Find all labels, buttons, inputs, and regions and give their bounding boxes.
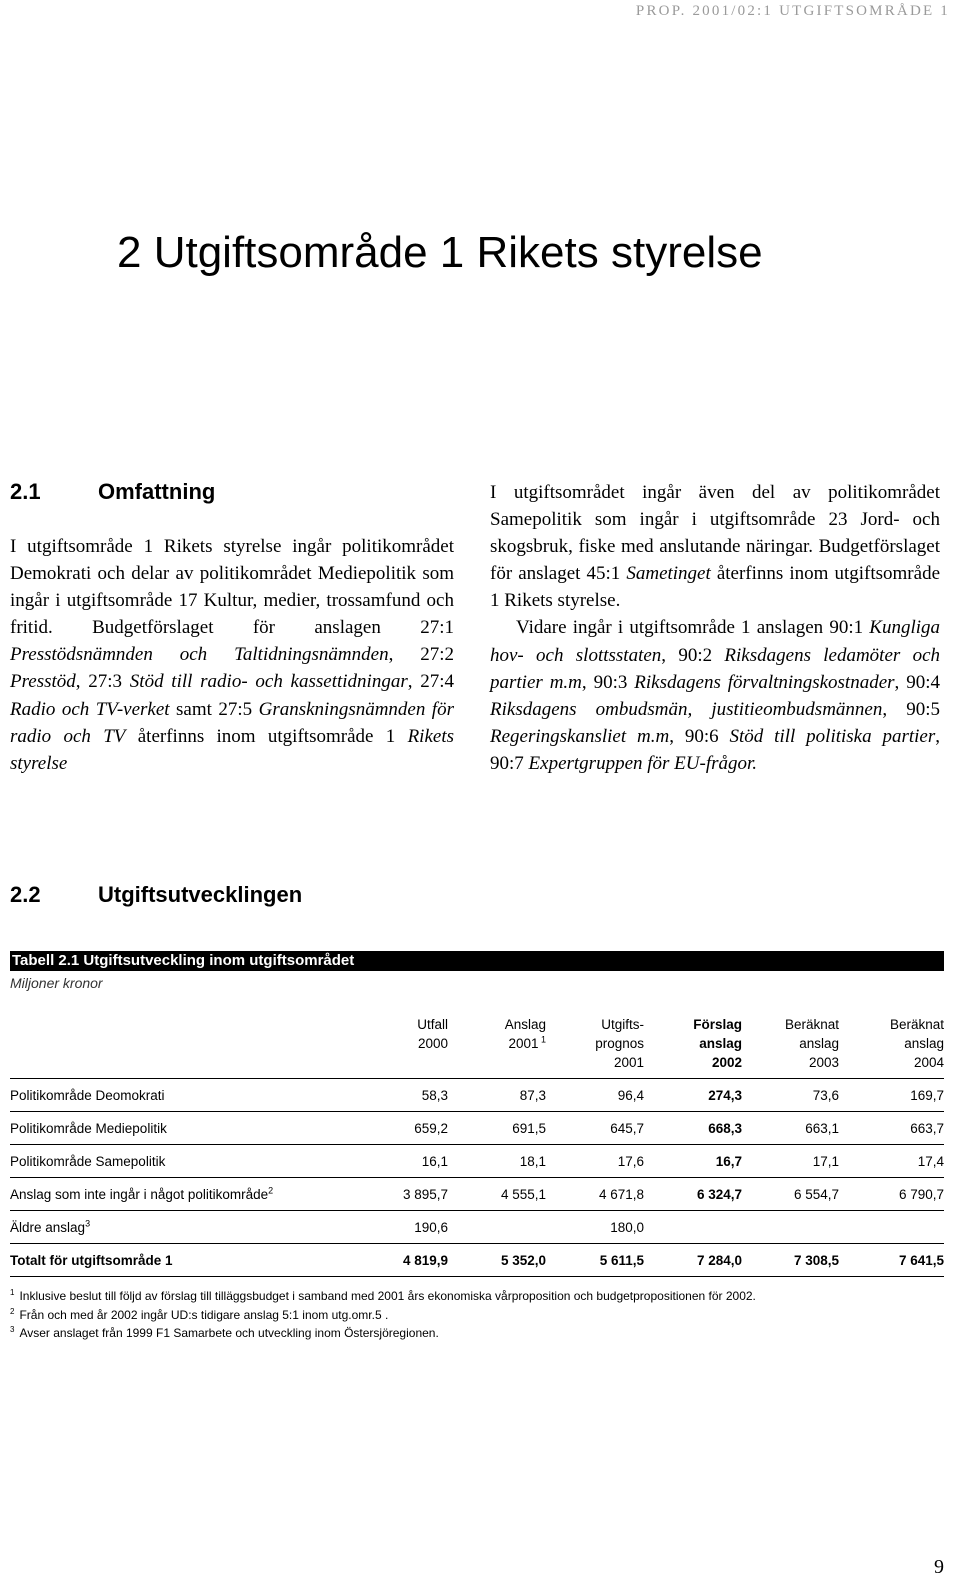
table-cell: 73,6: [812, 1087, 839, 1103]
section-heading-utgiftsutvecklingen: [10, 882, 302, 908]
italic-text-run: Sametinget: [626, 563, 711, 585]
table-cell: 668,3: [708, 1120, 742, 1136]
italic-text-run: Riksdagens förvaltningskostnader: [634, 671, 895, 693]
italic-text-run: Presstöd: [10, 671, 76, 693]
text-run: , 90:7: [490, 725, 941, 774]
table-cell: 4 671,8: [598, 1186, 644, 1202]
expenditure-table-block: [10, 951, 944, 1343]
table-cell: 17,1: [812, 1153, 839, 1169]
italic-text-run: Radio och TV-verket: [10, 698, 170, 720]
table-header-line: Utfall: [417, 1017, 448, 1032]
running-header: PROP. 2001/02:1 UTGIFTSOMRÅDE 1: [635, 3, 950, 19]
table-header-line: 2001 $^1$: [508, 1034, 546, 1051]
section-title: Omfattning: [98, 479, 216, 504]
italic-text-run: Regeringskansliet m.m: [490, 725, 670, 747]
body-paragraph-right-1: [490, 479, 940, 614]
expenditure-table: [10, 1015, 944, 1277]
footnote-mark: 1: [10, 1288, 15, 1297]
footnote-mark: 2: [268, 1185, 274, 1195]
text-run: återfinns inom utgiftsområde 1: [125, 725, 408, 747]
text-run: , 90:5: [882, 698, 941, 720]
table-cell: 96,4: [617, 1087, 644, 1103]
italic-text-run: Kungliga hov- och slottsstaten: [490, 617, 940, 666]
table-row: [10, 1211, 944, 1244]
table-cell: 16,7: [715, 1153, 742, 1169]
table-header-4: [742, 1015, 839, 1079]
table-cell: 58,3: [421, 1087, 448, 1103]
table-cell: 663,7: [910, 1120, 944, 1136]
section-number: 2.2: [10, 882, 41, 907]
table-row: [10, 1079, 944, 1112]
table-body: [10, 1079, 944, 1277]
chapter-title: 2 Utgiftsområde 1 Rikets styrelse: [117, 228, 763, 277]
footnote: [10, 1306, 944, 1325]
table-row: [10, 1112, 944, 1145]
row-label: Politikområde Deomokrati: [10, 1087, 165, 1103]
table-header-1: [448, 1015, 546, 1079]
table-cell: 4 819,9: [402, 1252, 448, 1268]
row-label: Politikområde Samepolitik: [10, 1153, 166, 1169]
body-paragraph-left: [10, 533, 454, 777]
text-run: Vidare ingår i utgiftsområde 1 anslagen 90:1: [516, 617, 870, 639]
table-cell: 5 611,5: [599, 1252, 644, 1268]
row-label: Äldre anslag$^3$: [10, 1218, 91, 1235]
table-cell: 645,7: [610, 1120, 644, 1136]
text-run: , 90:3: [581, 671, 635, 693]
table-header-5: [839, 1015, 944, 1079]
table-header-line: Beräknat: [784, 1017, 839, 1032]
table-cell: 7 284,0: [696, 1252, 742, 1268]
table-row: [10, 1178, 944, 1211]
italic-text-run: Rikets styrelse: [10, 725, 455, 774]
table-cell: 87,3: [519, 1087, 546, 1103]
footnote: [10, 1324, 944, 1343]
italic-text-run: Granskningsnämnden för radio och TV: [10, 698, 454, 747]
table-cell: 190,6: [414, 1219, 448, 1235]
table-cell: 7 308,5: [793, 1252, 839, 1268]
table-cell: 659,2: [414, 1120, 448, 1136]
table-header-line: 2003: [808, 1055, 839, 1070]
row-label: Totalt för utgiftsområde 1: [10, 1252, 173, 1268]
text-run: , 90:2: [661, 644, 725, 666]
table-header-row: [10, 1015, 944, 1079]
table-cell: 17,4: [917, 1153, 944, 1169]
table-cell: 18,1: [519, 1153, 546, 1169]
table-cell: 6 324,7: [696, 1186, 742, 1202]
footnote-mark: 3: [10, 1325, 15, 1334]
table-cell: 663,1: [805, 1120, 839, 1136]
table-cell: 16,1: [421, 1153, 448, 1169]
table-cell: 7 641,5: [898, 1252, 944, 1268]
section-number: 2.1: [10, 479, 41, 504]
row-label: Politikområde Mediepolitik: [10, 1120, 167, 1136]
table-header-0: [360, 1015, 448, 1079]
section-heading-omfattning: [10, 479, 215, 505]
table-header-line: 2004: [913, 1055, 944, 1070]
footnote-mark: 1: [538, 1034, 546, 1045]
table-cell: [742, 1211, 839, 1244]
table-header-line: anslag: [699, 1036, 742, 1051]
text-run: , 90:6: [669, 725, 730, 747]
italic-text-run: Expertgruppen för EU-frågor.: [528, 752, 758, 774]
table-cell: 169,7: [910, 1087, 944, 1103]
table-cell: 180,0: [610, 1219, 644, 1235]
italic-text-run: Stöd till politiska partier: [729, 725, 936, 747]
footnote: [10, 1287, 944, 1306]
text-run: , 27:3: [75, 671, 130, 693]
right-column: [490, 479, 940, 777]
table-total-row: [10, 1244, 944, 1277]
table-header-empty: [10, 1015, 360, 1079]
table-header-line: Utgifts-: [601, 1017, 644, 1032]
table-cell: 6 554,7: [793, 1186, 839, 1202]
table-cell: 4 555,1: [500, 1186, 546, 1202]
table-header-line: prognos: [595, 1036, 644, 1051]
table-unit-label: Miljoner kronor: [10, 975, 103, 991]
text-run: , 27:2: [388, 644, 455, 666]
table-header-line: Beräknat: [889, 1017, 944, 1032]
table-header-3: [644, 1015, 742, 1079]
table-header-line: Förslag: [693, 1017, 742, 1032]
section-title: Utgiftsutvecklingen: [98, 882, 303, 907]
text-run: , 90:4: [894, 671, 941, 693]
italic-text-run: Stöd till radio- och kassettidningar: [129, 671, 408, 693]
table-cell: 3 895,7: [402, 1186, 448, 1202]
text-run: I utgiftsområdet ingår även del av politikområdet Samepolitik som ingår i utgiftsområde 23 Jord- och skogsbruk, fiske med anslutande näringar. Budgetförslaget för anslaget 45:1: [490, 482, 940, 585]
footnote-mark: 2: [10, 1306, 15, 1316]
text-run: samt 27:5: [169, 698, 259, 720]
footnote-text: Från och med år 2002 ingår UD:s tidigare anslag 5:1 inom utg.omr.5 .: [19, 1307, 389, 1322]
table-header-line: 2002: [711, 1055, 742, 1070]
footnote-text: Avser anslaget från 1999 F1 Samarbete och utveckling inom Östersjöregionen.: [19, 1326, 439, 1340]
italic-text-run: Riksdagens ombudsmän, justitieombudsmännen: [490, 698, 883, 720]
table-title: Tabell 2.1 Utgiftsutveckling inom utgiftsområdet: [10, 951, 944, 971]
body-paragraph-right-2: [490, 614, 940, 777]
page-number: 9: [934, 1556, 944, 1578]
italic-text-run: Riksdagens ledamöter och partier m.m: [490, 644, 941, 693]
row-label: Anslag som inte ingår i något politikområde$^2$: [10, 1185, 274, 1202]
table-row: [10, 1145, 944, 1178]
table-footnotes: [10, 1287, 944, 1343]
table-cell: 17,6: [617, 1153, 644, 1169]
footnote-mark: 3: [85, 1218, 91, 1228]
table-cell: [644, 1211, 742, 1244]
text-run: , 27:4: [407, 671, 454, 693]
table-header-line: Anslag: [504, 1017, 546, 1032]
table-cell: 691,5: [512, 1120, 546, 1136]
table-cell: 5 352,0: [500, 1252, 546, 1268]
left-column: [10, 533, 454, 777]
table-header-line: anslag: [904, 1036, 944, 1051]
footnote-text: Inklusive beslut till följd av förslag till tilläggsbudget i samband med 2001 års ekonomiska vårproposition och budgetpropositionen för 2002.: [19, 1289, 756, 1303]
text-run: återfinns inom utgiftsområde 1 Rikets styrelse.: [490, 563, 940, 612]
table-cell: 274,3: [708, 1087, 742, 1103]
table-header-line: 2000: [417, 1036, 448, 1051]
text-run: I utgiftsområde 1 Rikets styrelse ingår politikområdet Demokrati och delar av politikområdet Mediepolitik som ingår i utgiftsområde 17 Kultur, medier, trossamfund och fritid. Budgetförslaget för anslagen 27:1: [10, 536, 454, 639]
table-cell: 6 790,7: [898, 1186, 944, 1202]
italic-text-run: Presstödsnämnden och Taltidningsnämnden: [10, 644, 389, 666]
table-cell: [448, 1211, 546, 1244]
table-header-line: 2001: [613, 1055, 644, 1070]
table-cell: [839, 1211, 944, 1244]
table-header-line: anslag: [799, 1036, 839, 1051]
table-header-2: [546, 1015, 644, 1079]
